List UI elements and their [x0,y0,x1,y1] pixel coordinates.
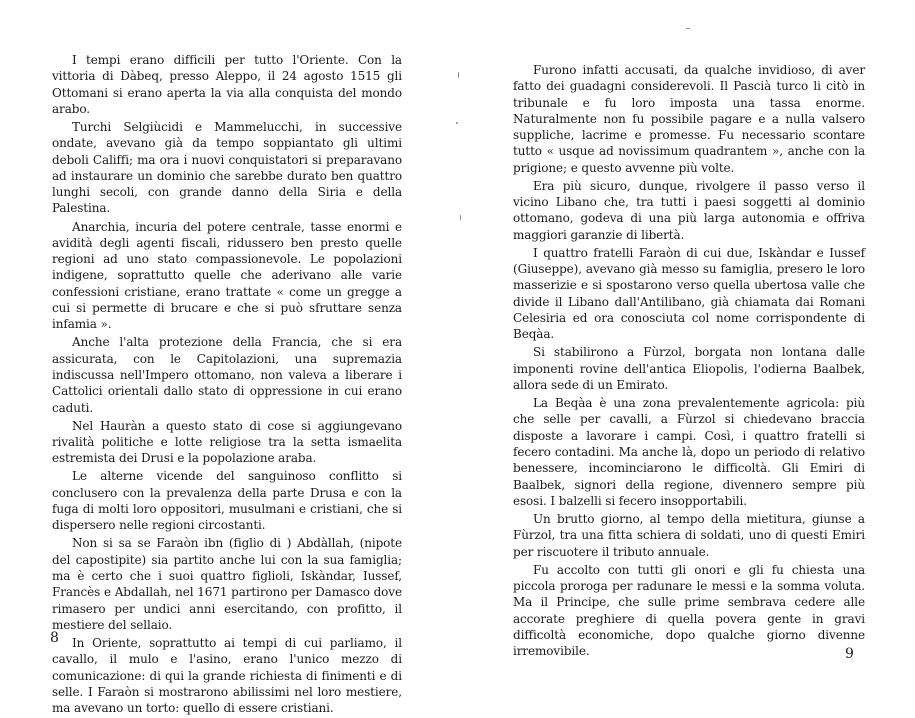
paragraph: Si stabilirono a Fùrzol, borgata non lontana dalle imponenti rovine dell'antica Eliopolis, l'odierna Baalbek, allora sede di un Emirato. [513,345,865,393]
left-page-text [52,52,402,718]
paragraph: La Beqàa è una zona prevalentemente agricola: più che selle per cavalli, a Fùrzol si chiedevano braccia disposte a lavorare i campi. Così, i quattro fratelli si fecero contadini. Ma anche là, dopo un periodo di relativo benessere, incominciarono le difficoltà. Gli Emiri di Baalbek, signori della regione, divennero sempre più esosi. I balzelli si fecero insopportabili. [513,396,865,508]
paragraph: Nel Hauràn a questo stato di cose si aggiungevano rivalità politiche e lotte religiose tra la setta ismaelita estremista dei Drusi e la popolazione araba. [52,418,402,466]
left-page [0,0,458,716]
paragraph: Turchi Selgiùcidi e Mammelucchi, in successive ondate, avevano già da tempo soppiantato gli ultimi deboli Califfi; ma ora i nuovi conquistatori si preparavano ad instaurare un dominio che sarebbe durato ben quattro lunghi secoli, con grande danno della Siria e della Palestina. [52,119,402,216]
paragraph: Un brutto giorno, al tempo della mietitura, giunse a Fùrzol, tra una fitta schiera di soldati, uno di questi Emiri per riscuotere il tributo annuale. [513,512,865,559]
paragraph: Era più sicuro, dunque, rivolgere il passo verso il vicino Libano che, tra tutti i paesi soggetti al dominio ottomano, godeva di una più larga autonomia e offriva maggiori garanzie di libertà. [513,178,865,242]
paragraph: Anarchia, incuria del potere centrale, tasse enormi e avidità degli agenti fiscali, ridussero ben presto quelle regioni ad uno stato compassionevole. Le popolazioni indigene, soprattutto quelle che aderivano alle varie confessioni cristiane, erano trattate « come un gregge a cui si permette di brucare e che si può sfruttare senza infamia ». [52,219,402,332]
right-page-text [513,62,865,661]
paragraph: Le alterne vicende del sanguinoso conflitto si conclusero con la prevalenza della parte Drusa e con la fuga di molti loro oppositori, musulmani e cristiani, che si dispersero nelle regioni circostanti. [52,469,402,533]
paragraph: Anche l'alta protezione della Francia, che si era assicurata, con le Capitolazioni, una supremazia indiscussa nell'Impero ottomano, non valeva a liberare i Cattolici orientali dallo stato di oppressione in cui erano caduti. [52,335,402,415]
paragraph: Non si sa se Faraòn ibn (figlio di ) Abdàllah, (nipote del capostipite) sia partito anche lui con la sua famiglia; ma è certo che i suoi quattro figlioli, Iskàndar, Iussef, Francès e Abdallah, nel 1671 partirono per Damasco dove rimasero per undici anni esercitando, con profitto, il mestiere del sellaio. [52,536,402,632]
page-number: 8 [50,630,59,646]
right-page [458,0,915,662]
paragraph: I quattro fratelli Faraòn di cui due, Iskàndar e Iussef (Giuseppe), avevano già messo su famiglia, presero le loro masserizie e si spostarono verso quella ubertosa valle che divide il Libano dall'Antilibano, già chiamata dai Romani Celesiria ed ora conosciuta col nome corrispondente di Beqàa. [513,245,865,342]
paragraph: Fu accolto con tutti gli onori e gli fu chiesta una piccola proroga per radunare le messi e la somma voluta. Ma il Principe, che sulle prime sembrava cedere alle accorate preghiere di quella povera gente in gravi difficoltà economiche, dopo qualche giorno divenne irremovibile. [513,562,865,659]
paragraph: I tempi erano difficili per tutto l'Oriente. Con la vittoria di Dàbeq, presso Aleppo, il 24 agosto 1515 gli Ottomani si erano aperta la via alla conquista del mondo arabo. [52,53,402,116]
paragraph: In Oriente, soprattutto ai tempi di cui parliamo, il cavallo, il mulo e l'asino, erano l'unico mezzo di comunicazione: di qui la grande richiesta di finimenti e di selle. I Faraòn si mostrarono abilissimi nel loro mestiere, ma avevano un torto: quello di essere cristiani. [52,635,402,716]
page-number: 9 [845,646,854,662]
paragraph: Furono infatti accusati, da qualche invidioso, di aver fatto dei guadagni considerevoli. Il Pascià turco li citò in tribunale e fu loro imposta una tassa enorme. Naturalmente non fu possibile pagare e a nulla valsero suppliche, lacrime e promesse. Fu necessario scontare tutto « usque ad novissimum quadrantem », anche con la prigione; e questo avvenne più volte. [513,63,865,175]
